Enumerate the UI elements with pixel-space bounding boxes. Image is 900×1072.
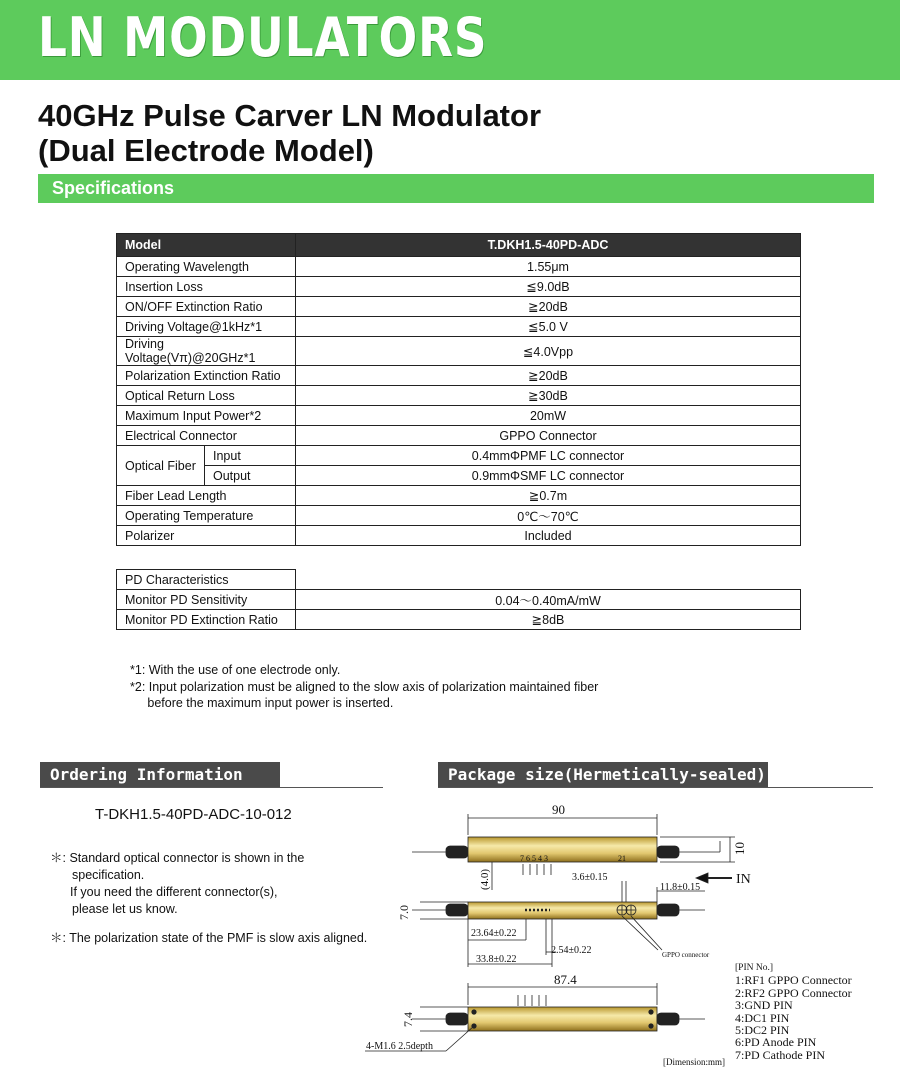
spec-label: Driving Voltage(Vπ)@20GHz*1 xyxy=(117,337,296,366)
spec-label: Polarization Extinction Ratio xyxy=(117,366,296,386)
table-row xyxy=(117,526,801,546)
specifications-heading: Specifications xyxy=(52,178,175,198)
table-row xyxy=(117,486,801,506)
dim-7: 7.0 xyxy=(397,905,411,920)
spec-value: GPPO Connector xyxy=(296,426,801,446)
dim-7-4: 7.4 xyxy=(401,1012,415,1027)
spec-label: Electrical Connector xyxy=(117,426,296,446)
spec-label: Optical Return Loss xyxy=(117,386,296,406)
order-note-1-line1: ＊: Standard optical connector is shown in the xyxy=(50,851,305,865)
dimension-note: [Dimension:mm] xyxy=(663,1057,725,1067)
in-label: IN xyxy=(736,872,751,887)
spec-label: Polarizer xyxy=(117,526,296,546)
pd-table xyxy=(116,569,801,630)
gppo-label: GPPO connector xyxy=(662,951,710,959)
model-value: T.DKH1.5-40PD-ADC xyxy=(296,234,801,257)
footnotes xyxy=(130,662,598,712)
footnote-2: *2: Input polarization must be aligned to the slow axis of polarization maintained fiber xyxy=(130,679,599,694)
order-code: T-DKH1.5-40PD-ADC-10-012 xyxy=(95,806,292,823)
dim-23-64: 23.64±0.22 xyxy=(471,928,517,939)
dim-3-6: 3.6±0.15 xyxy=(572,872,608,883)
table-row xyxy=(117,446,801,466)
mount-label: 4-M1.6 2.5depth xyxy=(366,1041,433,1052)
table-row xyxy=(117,466,801,486)
dim-33-8: 33.8±0.22 xyxy=(476,954,517,965)
order-note-1-line2: specification. xyxy=(72,868,145,882)
fiber-output-value: 0.9mmΦSMF LC connector xyxy=(296,466,801,486)
order-note-1-line3: If you need the different connector(s), xyxy=(70,885,278,899)
spec-label: ON/OFF Extinction Ratio xyxy=(117,297,296,317)
side-view xyxy=(397,872,710,967)
table-row xyxy=(117,337,801,366)
pd-value: ≧8dB xyxy=(296,610,801,630)
spec-label: Maximum Input Power*2 xyxy=(117,406,296,426)
table-row xyxy=(117,406,801,426)
table-row xyxy=(117,257,801,277)
fiber-output-label: Output xyxy=(205,466,296,486)
pd-header-row xyxy=(117,570,801,590)
table-row xyxy=(117,386,801,406)
table-row xyxy=(117,590,801,610)
specifications-bar xyxy=(38,174,874,203)
spec-label: Driving Voltage@1kHz*1 xyxy=(117,317,296,337)
pd-label: Monitor PD Extinction Ratio xyxy=(117,610,296,630)
spec-value: ≦5.0 V xyxy=(296,317,801,337)
pin-item: 7:PD Cathode PIN xyxy=(735,1047,825,1062)
dim-87-4: 87.4 xyxy=(554,972,577,987)
table-row xyxy=(117,277,801,297)
pin-title: [PIN No.] xyxy=(735,963,773,973)
table-row xyxy=(117,366,801,386)
spec-value: ≧0.7m xyxy=(296,486,801,506)
dim-90: 90 xyxy=(552,802,565,817)
pin-item: 3:GND PIN xyxy=(735,998,793,1013)
ordering-underline xyxy=(40,787,383,788)
dim-10: 10 xyxy=(732,842,747,855)
spec-label: Insertion Loss xyxy=(117,277,296,297)
order-note-1 xyxy=(50,850,304,918)
spec-value: 0℃～70℃ xyxy=(296,506,801,526)
spec-label: Operating Wavelength xyxy=(117,257,296,277)
product-title xyxy=(38,98,541,168)
ordering-heading: Ordering Information xyxy=(40,762,280,788)
pd-value: 0.04～0.40mA/mW xyxy=(296,590,801,610)
pd-label: Monitor PD Sensitivity xyxy=(117,590,296,610)
table-row xyxy=(117,610,801,630)
dim-11-8: 11.8±0.15 xyxy=(660,882,701,893)
pin-item: 5:DC2 PIN xyxy=(735,1023,790,1038)
model-label: Model xyxy=(117,234,296,257)
product-title-line1: 40GHz Pulse Carver LN Modulator xyxy=(38,98,542,133)
spec-value: 1.55μm xyxy=(296,257,801,277)
dim-4: (4.0) xyxy=(479,868,491,890)
dim-2-54: 2.54±0.22 xyxy=(551,945,592,956)
spec-value: ≧20dB xyxy=(296,297,801,317)
optical-fiber-label: Optical Fiber xyxy=(117,446,205,486)
pin-item: 2:RF2 GPPO Connector xyxy=(735,985,852,1000)
spec-table xyxy=(116,233,801,546)
fiber-input-value: 0.4mmΦPMF LC connector xyxy=(296,446,801,466)
spec-label: Fiber Lead Length xyxy=(117,486,296,506)
bottom-view xyxy=(365,972,705,1052)
pd-heading: PD Characteristics xyxy=(117,570,296,590)
pin-list xyxy=(735,962,852,1061)
order-note-2: ＊: The polarization state of the PMF is slow axis aligned. xyxy=(50,931,368,945)
pin-item: 6:PD Anode PIN xyxy=(735,1035,817,1050)
product-title-line2: (Dual Electrode Model) xyxy=(38,133,374,168)
spec-value: ≦4.0Vpp xyxy=(296,337,801,366)
pins-top: 7 6 5 4 3 xyxy=(520,854,548,863)
banner-title: LN MODULATORS xyxy=(38,6,488,69)
table-row xyxy=(117,317,801,337)
spec-label: Operating Temperature xyxy=(117,506,296,526)
header-banner xyxy=(0,0,900,80)
package-underline xyxy=(438,787,873,788)
table-row xyxy=(117,506,801,526)
table-row xyxy=(117,297,801,317)
spec-value: ≦9.0dB xyxy=(296,277,801,297)
table-row xyxy=(117,426,801,446)
footnote-2-cont: before the maximum input power is inserted. xyxy=(130,696,394,710)
footnote-1: *1: With the use of one electrode only. xyxy=(130,663,341,677)
package-heading: Package size(Hermetically-sealed) xyxy=(438,762,768,788)
spec-value: ≧30dB xyxy=(296,386,801,406)
pin-21: 21 xyxy=(618,854,626,863)
pd-header-blank xyxy=(296,570,801,590)
spec-value: 20mW xyxy=(296,406,801,426)
order-note-1-line4: please let us know. xyxy=(72,902,178,916)
pin-item: 4:DC1 PIN xyxy=(735,1010,790,1025)
spec-value: ≧20dB xyxy=(296,366,801,386)
fiber-input-label: Input xyxy=(205,446,296,466)
spec-header-row xyxy=(117,234,801,257)
spec-value: Included xyxy=(296,526,801,546)
pin-item: 1:RF1 GPPO Connector xyxy=(735,973,852,988)
